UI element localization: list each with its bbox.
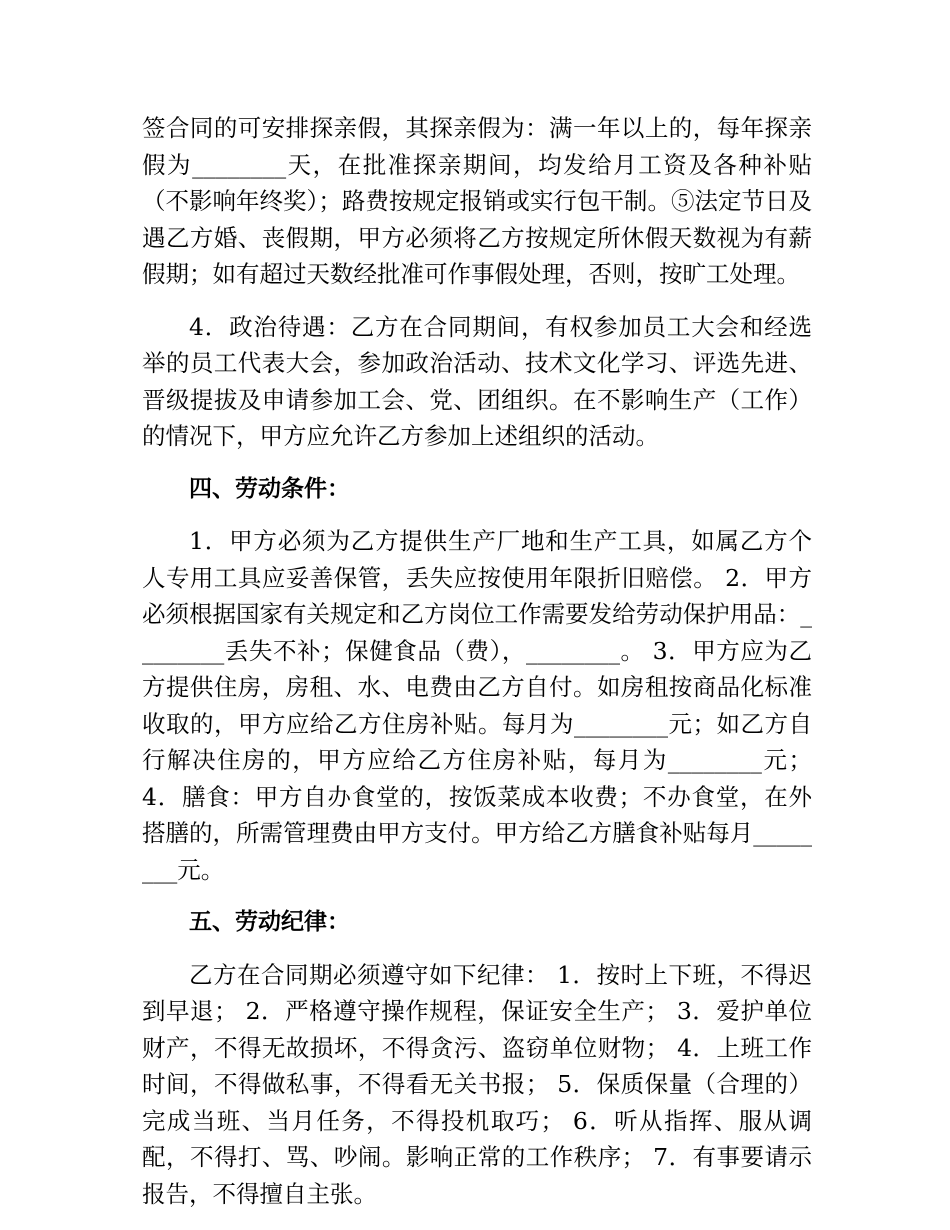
paragraph-political-treatment: 4．政治待遇：乙方在合同期间，有权参加员工大会和经选举的员工代表大会，参加政治活动、技术文化学习、评选先进、晋级提拔及申请参加工会、党、团组织。在不影响生产（工作）的情况下，甲方应允许乙方参加上述组织的活动。 — [142, 312, 812, 450]
paragraph-working-conditions: 1．甲方必须为乙方提供生产厂地和生产工具，如属乙方个人专用工具应妥善保管，丢失应按使用年限折旧赔偿。 2．甲方必须根据国家有关规定和乙方岗位工作需要发给劳动保护用品：________丢失不补；保健食品（费），________。 3．甲方应为乙方提供住房，房租、水、电费由乙方自付。如房租按商品化标准收取的，甲方应给乙方住房补贴。每月为________元；如乙方自行解决住房的，甲方应给乙方住房补贴，每月为________元； 4．膳食：甲方自办食堂的，按饭菜成本收费；不办食堂，在外搭膳的，所需管理费由甲方支付。甲方给乙方膳食补贴每月________元。 — [142, 527, 812, 884]
paragraph-labor-discipline: 乙方在合同期必须遵守如下纪律： 1．按时上下班，不得迟到早退； 2．严格遵守操作规程，保证安全生产； 3．爱护单位财产，不得无故损坏，不得贪污、盗窃单位财物； 4．上班工作时间，不得做私事，不得看无关书报； 5．保质保量（合理的）完成当班、当月任务，不得投机取巧； 6．听从指挥、服从调配，不得打、骂、吵闹。影响正常的工作秩序； 7．有事要请示报告，不得擅自主张。 — [142, 960, 812, 1208]
paragraph-home-leave: 签合同的可安排探亲假，其探亲假为：满一年以上的，每年探亲假为________天，在批准探亲期间，均发给月工资及各种补贴（不影响年终奖）；路费按规定报销或实行包干制。⑤法定节日及遇乙方婚、丧假期，甲方必须将乙方按规定所休假天数视为有薪假期；如有超过天数经批准可作事假处理，否则，按旷工处理。 — [142, 114, 812, 288]
document-body — [142, 110, 812, 1228]
heading-labor-discipline: 五、劳动纪律： — [189, 909, 350, 935]
heading-working-conditions: 四、劳动条件： — [189, 475, 350, 502]
